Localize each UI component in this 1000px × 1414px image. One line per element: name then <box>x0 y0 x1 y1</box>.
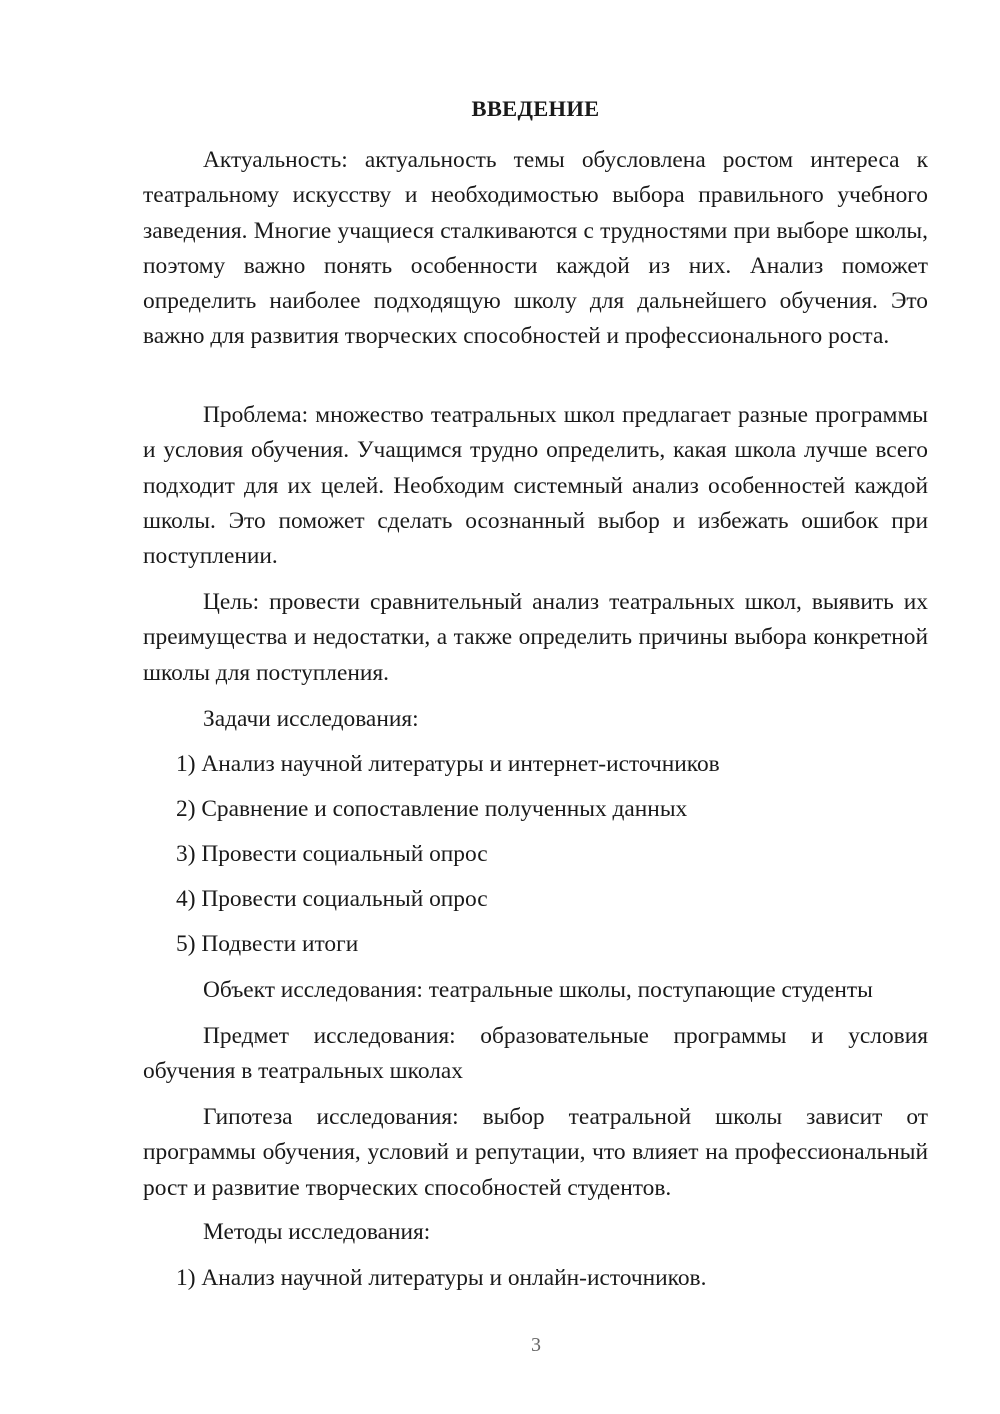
page-number: 3 <box>531 1334 541 1356</box>
task-item: 2) Сравнение и сопоставление полученных данных <box>176 796 688 822</box>
method-item: 1) Анализ научной литературы и онлайн-источников. <box>176 1265 707 1291</box>
subject-paragraph: Предмет исследования: образовательные программы и условия обучения в театральных школах <box>143 1023 928 1085</box>
goal-paragraph: Цель: провести сравнительный анализ театральных школ, выявить их преимущества и недостатки, а также определить причины выбора конкретной школы для поступления. <box>143 589 928 686</box>
methods-heading: Методы исследования: <box>203 1219 431 1245</box>
tasks-heading: Задачи исследования: <box>203 706 419 732</box>
object-paragraph: Объект исследования: театральные школы, поступающие студенты <box>203 977 873 1003</box>
page-title: ВВЕДЕНИЕ <box>471 96 600 121</box>
hypothesis-paragraph: Гипотеза исследования: выбор театральной школы зависит от программы обучения, условий и репутации, что влияет на профессиональный рост и развитие творческих способностей студентов. <box>143 1104 928 1201</box>
problem-paragraph: Проблема: множество театральных школ предлагает разные программы и условия обучения. Учащимся трудно определить, какая школа лучше всего подходит для их целей. Необходим системный анализ особенностей каждой школы. Это поможет сделать осознанный выбор и избежать ошибок при поступлении. <box>143 402 928 570</box>
task-item: 3) Провести социальный опрос <box>176 841 488 867</box>
relevance-paragraph: Актуальность: актуальность темы обусловлена ростом интереса к театральному искусству и необходимостью выбора правильного учебного заведения. Многие учащиеся сталкиваются с трудностями при выборе школы, поэтому важно понять особенности каждой из них. Анализ поможет определить наиболее подходящую школу для дальнейшего обучения. Это важно для развития творческих способностей и профессионального роста. <box>143 147 928 350</box>
task-item: 5) Подвести итоги <box>176 931 359 957</box>
task-item: 4) Провести социальный опрос <box>176 886 488 912</box>
task-item: 1) Анализ научной литературы и интернет-источников <box>176 751 720 777</box>
